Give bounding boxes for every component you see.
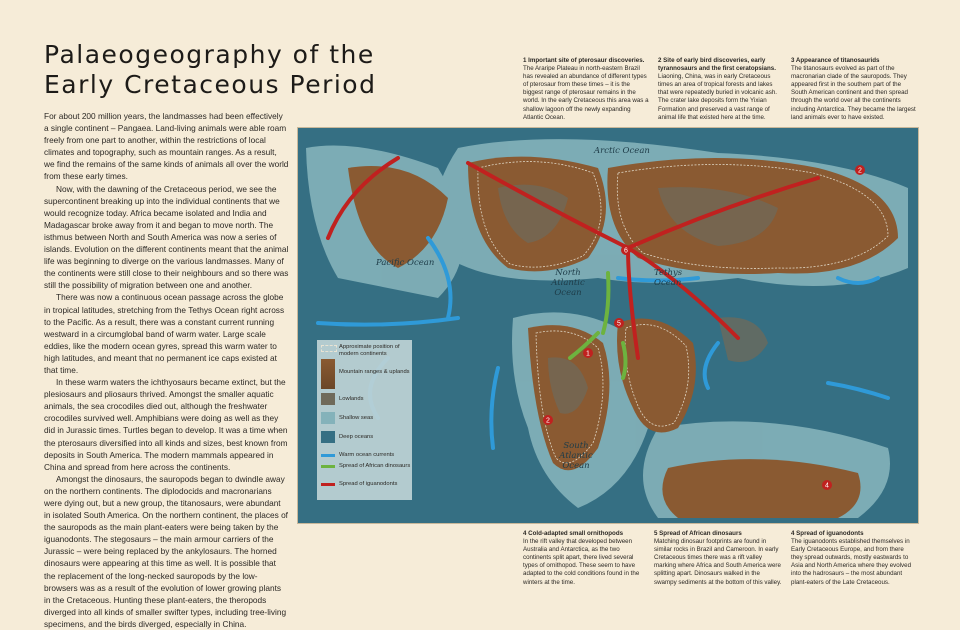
note-heading: 4 Cold-adapted small ornithopods (523, 530, 624, 537)
svg-text:2: 2 (546, 417, 550, 425)
note-titanosaurids (791, 57, 916, 122)
note-text: Matching dinosaur footprints are found in similar rocks in Brazil and Cameroon. In early Cretaceous times there was a rift valley marking where Africa and South America were splitting apart. Dinosaurs walked in the swampy sediments at the bottom of this valley. (654, 538, 782, 586)
label-south-atlantic-ocean: South Atlantic Ocean (559, 441, 593, 471)
marker-4 (822, 480, 832, 490)
marker-6 (621, 245, 631, 255)
legend-label: Spread of iguanodonts (339, 481, 398, 487)
marker-1 (583, 348, 593, 358)
svg-text:2: 2 (858, 167, 862, 175)
warm-current-arrow (828, 383, 888, 398)
body-text (44, 110, 289, 630)
map-legend (317, 340, 412, 500)
note-text: In the rift valley that developed between Australia and Antarctica, as the two continents split apart, there lived several types of ornithopod. These seem to have adapted to the cold conditions found in the winters at the time. (523, 538, 640, 586)
note-bird-site (658, 57, 784, 122)
marker-2-south-america (543, 415, 553, 425)
note-heading: 2 Site of early bird discoveries, early tyrannosaurs and the first ceratopsians. (658, 57, 776, 73)
note-heading: 5 Spread of African dinosaurs (654, 530, 742, 537)
body-paragraph: In these warm waters the ichthyosaurs became extinct, but the plesiosaurs and pliosaurs thrived. Amongst the smaller aquatic animals, the sea crocodiles died out, although the freshwater crocodiles survived well. Amphibians were doing as well as they did in Jurassic times. Turtles began to develop. It was a time when the pterosaurs diversified into all kinds and sizes, best known from deposits in South America. The modern mammals appeared in China and spread from here across the continents. (44, 377, 288, 472)
svg-text:5: 5 (617, 320, 621, 328)
label-pacific-ocean: Pacific Ocean (376, 258, 435, 268)
note-text: Liaoning, China, was in early Cretaceous times an area of tropical forests and lakes that were repeatedly buried in volcanic ash. The crater lake deposits form the Yixian Formation and preserved a vast range of animal life that existed here at the time. (658, 73, 778, 121)
label-arctic-ocean: Arctic Ocean (594, 146, 650, 156)
marker-5 (614, 318, 624, 328)
note-heading: 4 Spread of iguanodonts (791, 530, 864, 537)
page-title: Palaeogeography of the Early Cretaceous Period (44, 40, 377, 99)
legend-label: Approximate position of modern continents (339, 344, 400, 357)
legend-label: Shallow seas (339, 415, 374, 421)
legend-label: Mountain ranges & uplands (339, 369, 410, 375)
body-paragraph: There was now a continuous ocean passage across the globe in tropical latitudes, stretching from the Tethys Ocean right across to the Pacific. As a result, there was a constant current running westward in a circumglobal band of warm water. Large scale eddies, like the modern ocean gyres, spread this warm water to high latitudes, and meant that no permanent ice caps existed at that time. (44, 292, 285, 375)
svg-text:6: 6 (624, 247, 628, 255)
note-text: The titanosaurs evolved as part of the macronarian clade of the sauropods. They appeared first in the southern part of the South American continent and then spread through the world over all the continents including Antarctica. They became the largest land animals ever to have existed. (791, 65, 916, 121)
svg-text:1: 1 (586, 350, 590, 358)
note-heading: 3 Appearance of titanosaurids (791, 57, 880, 64)
note-text: The iguanodonts established themselves in Early Cretaceous Europe, and from there they spread outwards, mostly eastwards to Asia and North America where they evolved into the hadrosaurs – the most abundant plant-eaters of the Late Cretaceous. (791, 538, 912, 586)
legend-label: Deep oceans (339, 434, 374, 440)
warm-current-arrow (705, 343, 718, 388)
label-north-atlantic-ocean: North Atlantic Ocean (551, 268, 585, 298)
legend-label: Warm ocean currents (339, 452, 395, 458)
label-tethys-ocean: Tethys Ocean (654, 268, 683, 288)
marker-2-china (855, 165, 865, 175)
note-iguanodont-spread (791, 530, 916, 587)
body-paragraph: Now, with the dawning of the Cretaceous period, we see the supercontinent breaking up into the individual continents that we would recognize today. Africa became isolated and India and Madagascar broke away from it and began to move north. The isthmus between North and South America was now a series of islands. Evolution on the different continents meant that the animal life was beginning to diverge on the various landmasses. Many of the continents were still close to their neighbours and so there was still the possibility of migration between one and another. (44, 183, 289, 291)
legend-label: Lowlands (339, 396, 364, 402)
warm-current-arrow (318, 318, 458, 325)
note-text: The Araripe Plateau in north-eastern Brazil has revealed an abundance of different types of pterosaur from these times – it is the biggest range of pterosaur remains in the world. In the early Cretaceous this area was a shallow lagoon off the newly expanding Atlantic Ocean. (523, 65, 649, 121)
warm-current-arrow (491, 368, 498, 448)
note-heading: 1 Important site of pterosaur discoveries. (523, 57, 645, 64)
legend-label: Spread of African dinosaurs (339, 463, 411, 469)
svg-text:4: 4 (825, 482, 829, 490)
note-cold-ornithopods (523, 530, 649, 587)
note-pterosaur-site (523, 57, 649, 122)
note-african-spread (654, 530, 782, 587)
body-paragraph: For about 200 million years, the landmasses had been effectively a single continent – Pangaea. Land-living animals were able roam freely from one part to another, within the restrictions of local climates and topography, such as mountain ranges. As a result, we find the remains of the same kinds of animals all over the world from these early times. (44, 111, 289, 182)
body-paragraph: Amongst the dinosaurs, the sauropods began to dwindle away on the northern continents. The diplodocids and macronarians were dying out, but a new group, the titanosaurs, were abundant in isolated South America. On the northern continent, the places of the sauropods as the main plant-eaters were being taken by the iguanodonts. The stegosaurs – the main armour carriers of the Jurassic – were being replaced by the ankylosaurs. The horned dinosaurs were appearing at this time as well. It is possible that the replacement of the long-necked sauropods by the low-browsers was as a result of the evolution of lower growing plants in the Cretaceous. Hunting these plant-eaters, the theropods diverged into all kinds of smaller swifter types, including tree-living specimens, and the birds diverged, especially in China. (44, 473, 288, 629)
